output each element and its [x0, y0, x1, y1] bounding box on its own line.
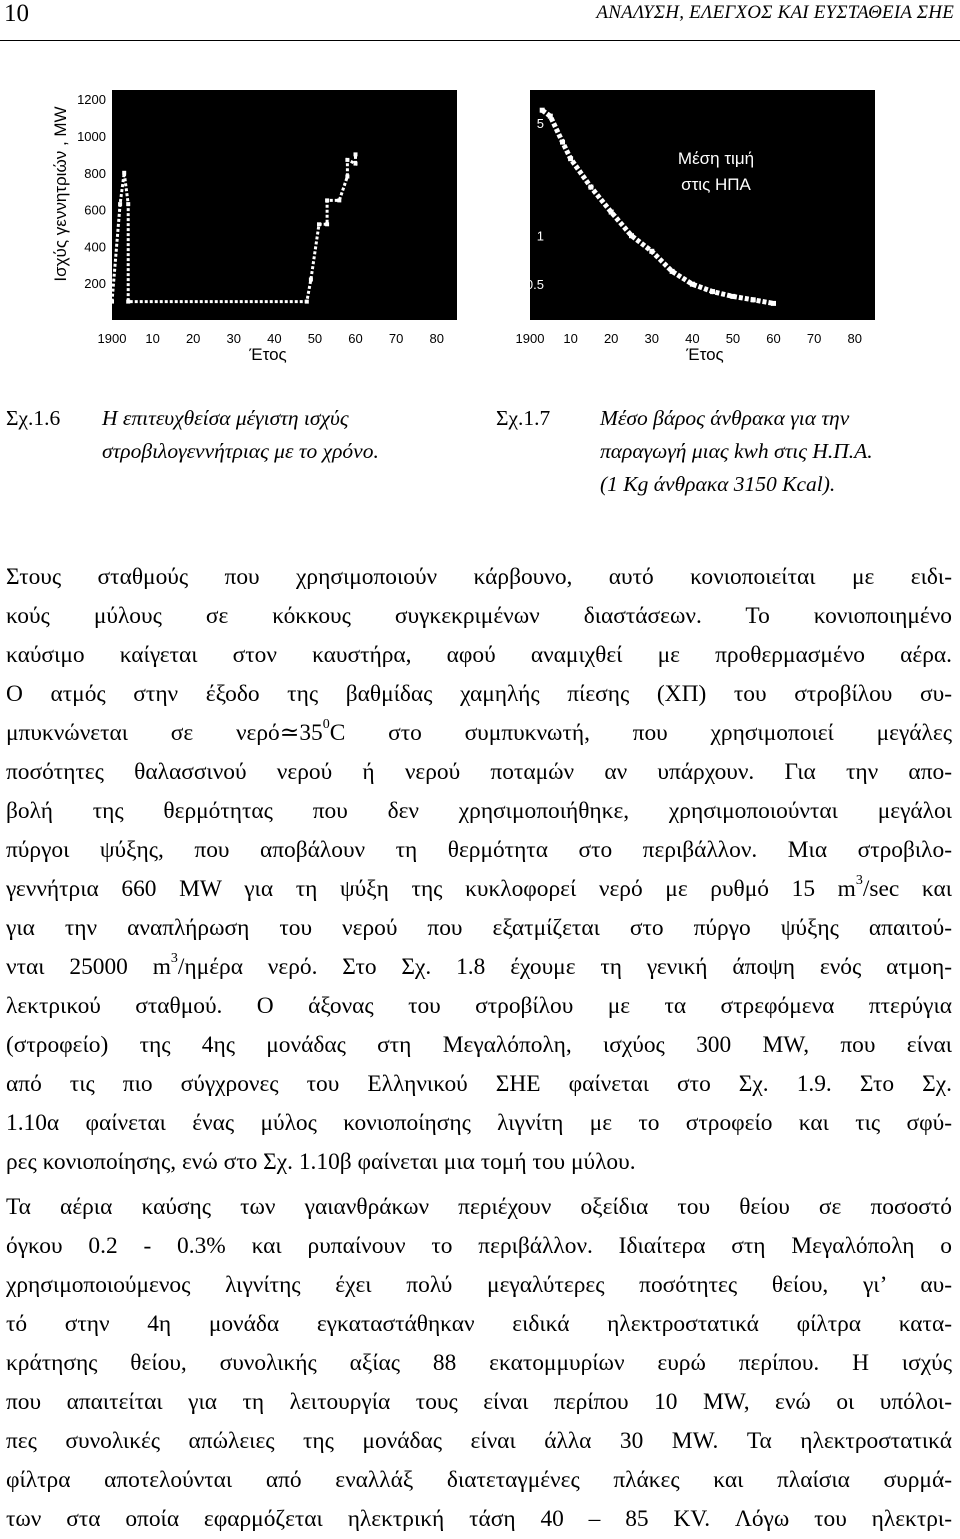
- plot-background: [112, 90, 457, 320]
- x-tick-label: 10: [145, 331, 160, 346]
- caption-line: στροβιλογεννήτριας με το χρόνο.: [102, 439, 379, 463]
- text-line: χρησιμοποιούμενος λιγνίτης έχει πολύ μεγαλύτερες ποσότητες θείου, γι’ αυ-: [6, 1272, 952, 1298]
- header-rule: [0, 40, 960, 41]
- x-tick-label: 80: [847, 331, 862, 346]
- caption-line: παραγωγή μιας kwh στις Η.Π.Α.: [600, 439, 873, 463]
- x-tick-label: 50: [307, 331, 323, 346]
- x-tick-labels: [98, 331, 444, 346]
- x-tick-label: 20: [185, 331, 201, 346]
- caption-fig-1-7: [496, 402, 956, 506]
- text-line: [6, 714, 952, 753]
- annotation-line-2: στις ΗΠΑ: [681, 175, 751, 194]
- caption-number: Σχ.1.7: [496, 406, 551, 430]
- data-point: [118, 202, 122, 206]
- data-point: [560, 140, 565, 145]
- data-point: [317, 222, 321, 226]
- text-line: βολή της θερμότητας που δεν χρησιμοποιήθηκε, χρησιμοποιούνται μεγάλοι: [6, 798, 952, 824]
- data-point: [670, 269, 675, 274]
- y-tick-label: 0.5: [525, 277, 544, 293]
- figure-coal-per-kwh-chart: [490, 82, 890, 372]
- data-point: [126, 300, 130, 304]
- y-tick-label: 200: [84, 276, 106, 292]
- exponent-superscript: 3: [855, 873, 863, 889]
- caption-line: Μέσο βάρος άνθρακα για την: [600, 406, 850, 430]
- x-tick-labels: [516, 331, 862, 346]
- data-point: [771, 301, 776, 306]
- x-axis-label: Έτος: [686, 345, 724, 364]
- text-line: ποσότητες θαλασσινού νερού ή νερού ποταμών αν υπάρχουν. Για την απο-: [6, 759, 952, 785]
- data-point: [337, 198, 341, 202]
- text-segment: /ημέρα νερό. Στο Σχ. 1.8 έχουμε τη γενική άποψη ενός ατμοη-: [177, 954, 953, 980]
- paragraph-2: [6, 1188, 952, 1539]
- data-point: [345, 175, 349, 179]
- text-line: Τα αέρια καύσης των γαιανθράκων περιέχουν οξείδια του θείου σε ποσοστό: [6, 1194, 952, 1220]
- text-line: καύσιμο καίγεται στον καυστήρα, αφού αναμιχθεί με προθερμασμένο αέρα.: [6, 642, 952, 668]
- exponent-superscript: 3: [170, 951, 178, 967]
- text-segment: C στο συμπυκνωτή, που χρησιμοποιεί μεγάλες: [329, 720, 952, 746]
- data-point: [730, 294, 735, 299]
- text-line: λεκτρικού σταθμού. Ο άξονας του στροβίλου με τα στρεφόμενα πτερύγια: [6, 993, 952, 1019]
- text-line: που απαιτείται για τη λειτουργία τους είναι περίπου 10 MW, ενώ οι υπόλοι-: [6, 1389, 952, 1415]
- text-line: [6, 948, 952, 987]
- text-line: ρες κονιοποίησης, ενώ στο Σχ. 1.10β φαίνεται μια τομή του μύλου.: [6, 1149, 636, 1175]
- data-point: [354, 152, 358, 156]
- x-tick-label: 80: [429, 331, 444, 346]
- x-tick-label: 30: [644, 331, 659, 346]
- text-line: πύργοι ψύξης, που αποβάλουν τη θερμότητα στο περιβάλλον. Μια στροβιλο-: [6, 837, 952, 863]
- text-line: 1.10α φαίνεται ένας μύλος κονιοποίησης λιγνίτη με το στροφείο και τις σφύ-: [6, 1110, 952, 1136]
- x-tick-label: 60: [348, 331, 363, 346]
- x-tick-label: 20: [603, 331, 619, 346]
- data-point: [649, 249, 654, 254]
- running-title: ΑΝΑΛΥΣΗ, ΕΛΕΓΧΟΣ ΚΑΙ ΕΥΣΤΑΘΕΙΑ ΣΗΕ: [596, 2, 954, 23]
- text-segment: /sec και: [862, 876, 952, 902]
- text-line: φίλτρα αποτελούνται από εναλλάξ διατεταγμένες πλάκες και πλαίσια συρμά-: [6, 1467, 952, 1493]
- text-line: πες συνολικές απώλειες της μονάδας είναι άλλα 30 MW. Τα ηλεκτροστατικά: [6, 1428, 952, 1454]
- data-point: [126, 202, 130, 206]
- data-point: [540, 108, 545, 113]
- x-tick-label: 70: [388, 331, 404, 346]
- text-line: από τις πιο σύγχρονες του Ελληνικού ΣΗΕ φαίνεται στο Σχ. 1.9. Στο Σχ.: [6, 1071, 952, 1097]
- y-tick-labels: [77, 92, 106, 291]
- temperature-value: 35: [299, 720, 323, 746]
- x-axis-label: Έτος: [249, 345, 287, 364]
- data-point: [354, 162, 358, 166]
- y-tick-label: 5: [536, 115, 544, 131]
- degree-superscript: 0: [322, 717, 330, 733]
- x-tick-label: 30: [226, 331, 241, 346]
- caption-fig-1-6: [6, 402, 476, 472]
- data-point: [609, 210, 614, 215]
- text-segment: γεννήτρια 660 MW για τη ψύξη της κυκλοφορεί νερό με ρυθμό 15 m: [6, 876, 856, 902]
- annotation-line-1: Μέση τιμή: [677, 149, 755, 168]
- y-tick-label: 400: [84, 239, 106, 255]
- x-tick-label: 10: [563, 331, 578, 346]
- data-point: [588, 185, 593, 190]
- caption-line: (1 Kg άνθρακα 3150 Kcal).: [600, 472, 836, 496]
- text-segment: νται 25000 m: [6, 954, 171, 980]
- data-point: [568, 156, 573, 161]
- data-point: [710, 289, 715, 294]
- data-point: [548, 114, 553, 119]
- caption-number: Σχ.1.6: [6, 406, 61, 430]
- data-point: [345, 158, 349, 162]
- x-tick-label: 1900: [515, 331, 545, 346]
- data-point: [629, 233, 634, 238]
- y-axis-label: Kg άνθρακα/KWh: [500, 139, 519, 273]
- x-tick-label: 50: [725, 331, 741, 346]
- text-line: (στροφείο) της 4ης μονάδας στη Μεγαλόπολη, ισχύος 300 MW, που είναι: [6, 1032, 952, 1058]
- y-tick-label: 1: [536, 228, 544, 244]
- data-point: [110, 300, 114, 304]
- y-tick-label: 600: [84, 202, 106, 218]
- text-line: των στα οποία εφαρμόζεται ηλεκτρική τάση 40 – 85 KV. Λόγω του ηλεκτρι-: [6, 1506, 952, 1532]
- text-segment: μπυκνώνεται σε νερό: [6, 720, 280, 746]
- data-point: [309, 278, 313, 282]
- text-line: Ο ατμός στην έξοδο της βαθμίδας χαμηλής πίεσης (ΧΠ) του στροβίλου συ-: [6, 681, 952, 707]
- text-line: κούς μύλους σε κόκκους συγκεκριμένων διαστάσεων. Το κονιοποιημένο: [6, 603, 952, 629]
- x-tick-label: 70: [806, 331, 822, 346]
- data-point: [751, 297, 756, 302]
- data-point: [122, 171, 126, 175]
- text-line: Στους σταθμούς που χρησιμοποιούν κάρβουνο, αυτό κονιοποιείται με ειδι-: [6, 564, 952, 590]
- data-point: [305, 300, 309, 304]
- text-line: [6, 870, 952, 909]
- text-line: για την αναπλήρωση του νερού που εξατμίζεται στο πύργο ψύξης απαιτού-: [6, 915, 952, 941]
- x-tick-label: 1900: [97, 331, 127, 346]
- data-point: [325, 198, 329, 202]
- y-axis-label: Ισχύς γεννητριών , MW: [51, 106, 70, 282]
- text-line: όγκου 0.2 - 0.3% και ρυπαίνουν το περιβάλλον. Ιδιαίτερα στη Μεγαλόπολη ο: [6, 1233, 952, 1259]
- x-tick-label: 60: [766, 331, 781, 346]
- x-tick-label: 40: [685, 331, 700, 346]
- data-point: [325, 222, 329, 226]
- paragraph-1: [6, 558, 952, 1182]
- data-point: [690, 282, 695, 287]
- y-tick-label: 800: [84, 165, 106, 181]
- figure-max-power-chart: [40, 82, 460, 372]
- x-tick-label: 40: [267, 331, 282, 346]
- text-line: τό στην 4η μονάδα εγκαταστάθηκαν ειδικά ηλεκτροστατικά φίλτρα κατα-: [6, 1311, 952, 1337]
- approx-symbol: ≃: [279, 720, 300, 746]
- caption-line: Η επιτευχθείσα μέγιστη ισχύς: [102, 406, 349, 430]
- y-tick-label: 1000: [77, 129, 106, 144]
- y-tick-label: 1200: [77, 92, 106, 108]
- text-line: κράτησης θείου, συνολικής αξίας 88 εκατομμυρίων ευρώ περίπου. Η ισχύς: [6, 1350, 952, 1376]
- page-number: 10: [4, 0, 29, 27]
